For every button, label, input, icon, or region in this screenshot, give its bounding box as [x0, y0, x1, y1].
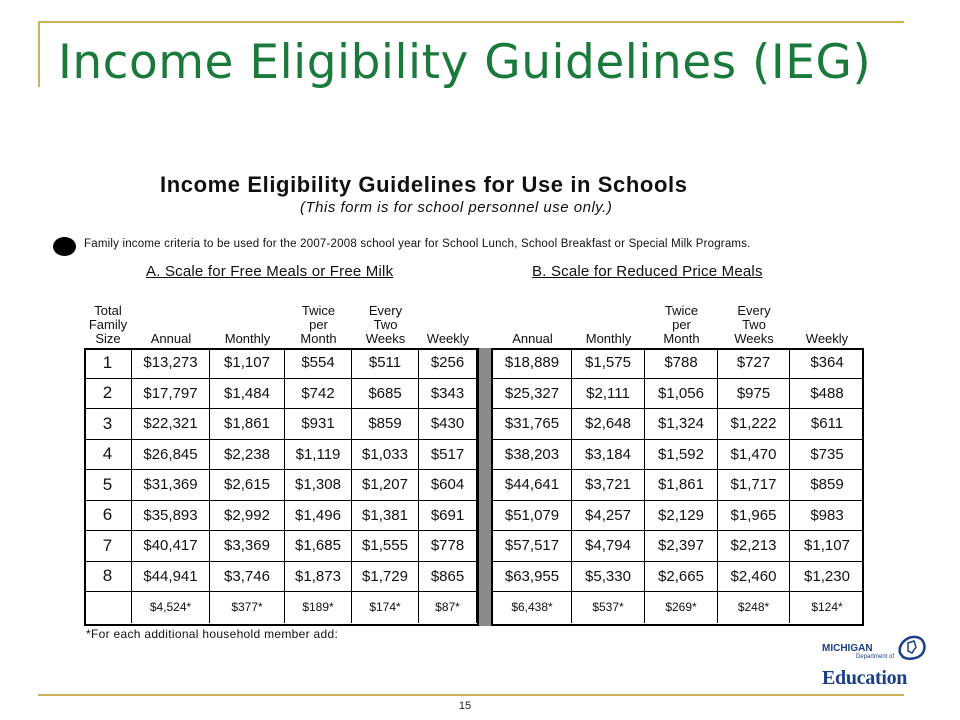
reduced-value-cell: $1,470 — [718, 440, 790, 471]
logo-line-1: MICHIGAN — [822, 643, 873, 654]
michigan-education-logo — [820, 633, 932, 693]
free-value-cell: $691 — [419, 501, 477, 532]
free-value-cell: $685 — [352, 379, 419, 410]
column-header-line: Total — [94, 303, 122, 318]
column-header-free-weekly — [419, 302, 477, 346]
free-value-cell: $1,107 — [210, 348, 285, 379]
column-header-line: Month — [663, 331, 700, 346]
column-header-free-every-two-weeks — [352, 302, 419, 346]
free-value-cell: $2,992 — [210, 501, 285, 532]
free-value-cell: $865 — [419, 562, 477, 593]
michigan-state-outline-icon — [894, 633, 928, 663]
frame-top-line — [38, 21, 904, 23]
reduced-value-cell: $859 — [790, 470, 864, 501]
free-value-cell: $3,746 — [210, 562, 285, 593]
additional-member-free-cell: $87* — [419, 592, 477, 623]
free-value-cell: $1,729 — [352, 562, 419, 593]
column-header-reduced-every-two-weeks — [718, 302, 790, 346]
free-value-cell: $1,685 — [285, 531, 352, 562]
additional-member-reduced-cell: $537* — [572, 592, 645, 623]
column-header-line: Weeks — [365, 331, 406, 346]
reduced-value-cell: $1,965 — [718, 501, 790, 532]
column-header-line: Size — [95, 331, 121, 346]
free-value-cell: $430 — [419, 409, 477, 440]
reduced-value-cell: $1,575 — [572, 348, 645, 379]
family-size-cell: 1 — [84, 348, 132, 379]
family-size-cell: 2 — [84, 379, 132, 410]
reduced-value-cell: $1,592 — [645, 440, 718, 471]
additional-member-free-cell: $174* — [352, 592, 419, 623]
column-header-line: Weekly — [805, 331, 849, 346]
footnote: *For each additional household member add: — [86, 627, 339, 641]
bullet-dot-icon — [53, 237, 76, 256]
reduced-value-cell: $364 — [790, 348, 864, 379]
reduced-value-cell: $735 — [790, 440, 864, 471]
logo-line-3: Education — [822, 667, 908, 689]
free-value-cell: $35,893 — [132, 501, 210, 532]
free-value-cell: $1,381 — [352, 501, 419, 532]
free-value-cell: $343 — [419, 379, 477, 410]
free-value-cell: $40,417 — [132, 531, 210, 562]
free-value-cell: $2,238 — [210, 440, 285, 471]
table-separator-bar — [477, 348, 493, 626]
document-subtitle: (This form is for school personnel use only.) — [300, 199, 613, 216]
column-header-family-size — [76, 302, 140, 346]
column-header-line: per — [672, 317, 691, 332]
family-size-cell: 8 — [84, 562, 132, 593]
additional-member-reduced-cell: $6,438* — [493, 592, 572, 623]
reduced-value-cell: $57,517 — [493, 531, 572, 562]
free-value-cell: $3,369 — [210, 531, 285, 562]
family-size-cell: 7 — [84, 531, 132, 562]
free-value-cell: $1,496 — [285, 501, 352, 532]
reduced-value-cell: $31,765 — [493, 409, 572, 440]
frame-left-line — [38, 21, 40, 87]
free-value-cell: $1,484 — [210, 379, 285, 410]
column-header-line: Month — [300, 331, 337, 346]
free-value-cell: $742 — [285, 379, 352, 410]
reduced-value-cell: $1,222 — [718, 409, 790, 440]
column-header-reduced-twice-per-month — [645, 302, 718, 346]
reduced-value-cell: $44,641 — [493, 470, 572, 501]
reduced-value-cell: $18,889 — [493, 348, 572, 379]
reduced-value-cell: $1,717 — [718, 470, 790, 501]
reduced-value-cell: $25,327 — [493, 379, 572, 410]
reduced-value-cell: $788 — [645, 348, 718, 379]
column-header-line: Two — [373, 317, 398, 332]
additional-member-reduced-cell: $269* — [645, 592, 718, 623]
free-value-cell: $1,861 — [210, 409, 285, 440]
reduced-value-cell: $2,213 — [718, 531, 790, 562]
free-value-cell: $1,119 — [285, 440, 352, 471]
slide-title: Income Eligibility Guidelines (IEG) — [58, 35, 872, 90]
reduced-value-cell: $1,107 — [790, 531, 864, 562]
free-value-cell: $778 — [419, 531, 477, 562]
additional-member-free-cell: $377* — [210, 592, 285, 623]
reduced-value-cell: $4,257 — [572, 501, 645, 532]
free-value-cell: $2,615 — [210, 470, 285, 501]
free-value-cell: $31,369 — [132, 470, 210, 501]
free-value-cell: $931 — [285, 409, 352, 440]
free-value-cell: $22,321 — [132, 409, 210, 440]
scale-b-heading: B. Scale for Reduced Price Meals — [532, 263, 763, 280]
reduced-value-cell: $3,721 — [572, 470, 645, 501]
free-value-cell: $1,555 — [352, 531, 419, 562]
free-value-cell: $44,941 — [132, 562, 210, 593]
reduced-value-cell: $5,330 — [572, 562, 645, 593]
column-header-line: Monthly — [585, 331, 632, 346]
reduced-value-cell: $2,665 — [645, 562, 718, 593]
column-header-line: Annual — [150, 331, 192, 346]
additional-member-free-cell: $189* — [285, 592, 352, 623]
reduced-value-cell: $38,203 — [493, 440, 572, 471]
reduced-value-cell: $1,230 — [790, 562, 864, 593]
reduced-value-cell: $3,184 — [572, 440, 645, 471]
free-value-cell: $26,845 — [132, 440, 210, 471]
column-header-line: per — [309, 317, 328, 332]
free-value-cell: $554 — [285, 348, 352, 379]
column-header-line: Every — [368, 303, 403, 318]
reduced-value-cell: $2,129 — [645, 501, 718, 532]
column-header-free-monthly — [210, 302, 285, 346]
column-header-line: Every — [737, 303, 771, 318]
family-size-cell: 3 — [84, 409, 132, 440]
reduced-value-cell: $4,794 — [572, 531, 645, 562]
reduced-value-cell: $2,460 — [718, 562, 790, 593]
column-header-line: Twice — [664, 303, 699, 318]
reduced-value-cell: $1,861 — [645, 470, 718, 501]
reduced-value-cell: $1,324 — [645, 409, 718, 440]
column-header-reduced-annual — [493, 302, 572, 346]
column-header-line: Weeks — [734, 331, 774, 346]
criteria-text: Family income criteria to be used for the 2007-2008 school year for School Lunch, School Breakfast or Special Milk Programs. — [84, 238, 751, 250]
free-value-cell: $859 — [352, 409, 419, 440]
free-value-cell: $1,207 — [352, 470, 419, 501]
column-header-line: Two — [742, 317, 766, 332]
reduced-value-cell: $983 — [790, 501, 864, 532]
page-number: 15 — [458, 700, 472, 712]
document-title: Income Eligibility Guidelines for Use in Schools — [160, 172, 688, 197]
additional-member-free-cell: $4,524* — [132, 592, 210, 623]
column-header-free-twice-per-month — [285, 302, 352, 346]
column-header-line: Weekly — [426, 331, 470, 346]
family-size-cell-empty — [84, 592, 132, 623]
reduced-value-cell: $2,648 — [572, 409, 645, 440]
column-header-reduced-weekly — [790, 302, 864, 346]
reduced-value-cell: $2,111 — [572, 379, 645, 410]
column-header-reduced-monthly — [572, 302, 645, 346]
free-value-cell: $1,308 — [285, 470, 352, 501]
column-header-free-annual — [132, 302, 210, 346]
reduced-value-cell: $727 — [718, 348, 790, 379]
free-value-cell: $1,873 — [285, 562, 352, 593]
logo-line-2: Department of — [856, 654, 895, 660]
reduced-value-cell: $975 — [718, 379, 790, 410]
column-header-line: Monthly — [224, 331, 271, 346]
column-header-line: Twice — [301, 303, 336, 318]
family-size-cell: 4 — [84, 440, 132, 471]
scale-a-heading: A. Scale for Free Meals or Free Milk — [146, 263, 394, 280]
free-value-cell: $13,273 — [132, 348, 210, 379]
reduced-value-cell: $611 — [790, 409, 864, 440]
additional-member-reduced-cell: $248* — [718, 592, 790, 623]
column-header-line: Family — [88, 317, 128, 332]
free-value-cell: $517 — [419, 440, 477, 471]
free-value-cell: $604 — [419, 470, 477, 501]
free-value-cell: $511 — [352, 348, 419, 379]
reduced-value-cell: $2,397 — [645, 531, 718, 562]
reduced-value-cell: $1,056 — [645, 379, 718, 410]
free-value-cell: $1,033 — [352, 440, 419, 471]
reduced-value-cell: $51,079 — [493, 501, 572, 532]
free-value-cell: $17,797 — [132, 379, 210, 410]
additional-member-reduced-cell: $124* — [811, 600, 843, 615]
free-value-cell: $256 — [419, 348, 477, 379]
family-size-cell: 6 — [84, 501, 132, 532]
reduced-value-cell: $63,955 — [493, 562, 572, 593]
reduced-value-cell: $488 — [790, 379, 864, 410]
frame-bottom-line — [38, 694, 904, 696]
family-size-cell: 5 — [84, 470, 132, 501]
column-header-line: Annual — [512, 331, 553, 346]
